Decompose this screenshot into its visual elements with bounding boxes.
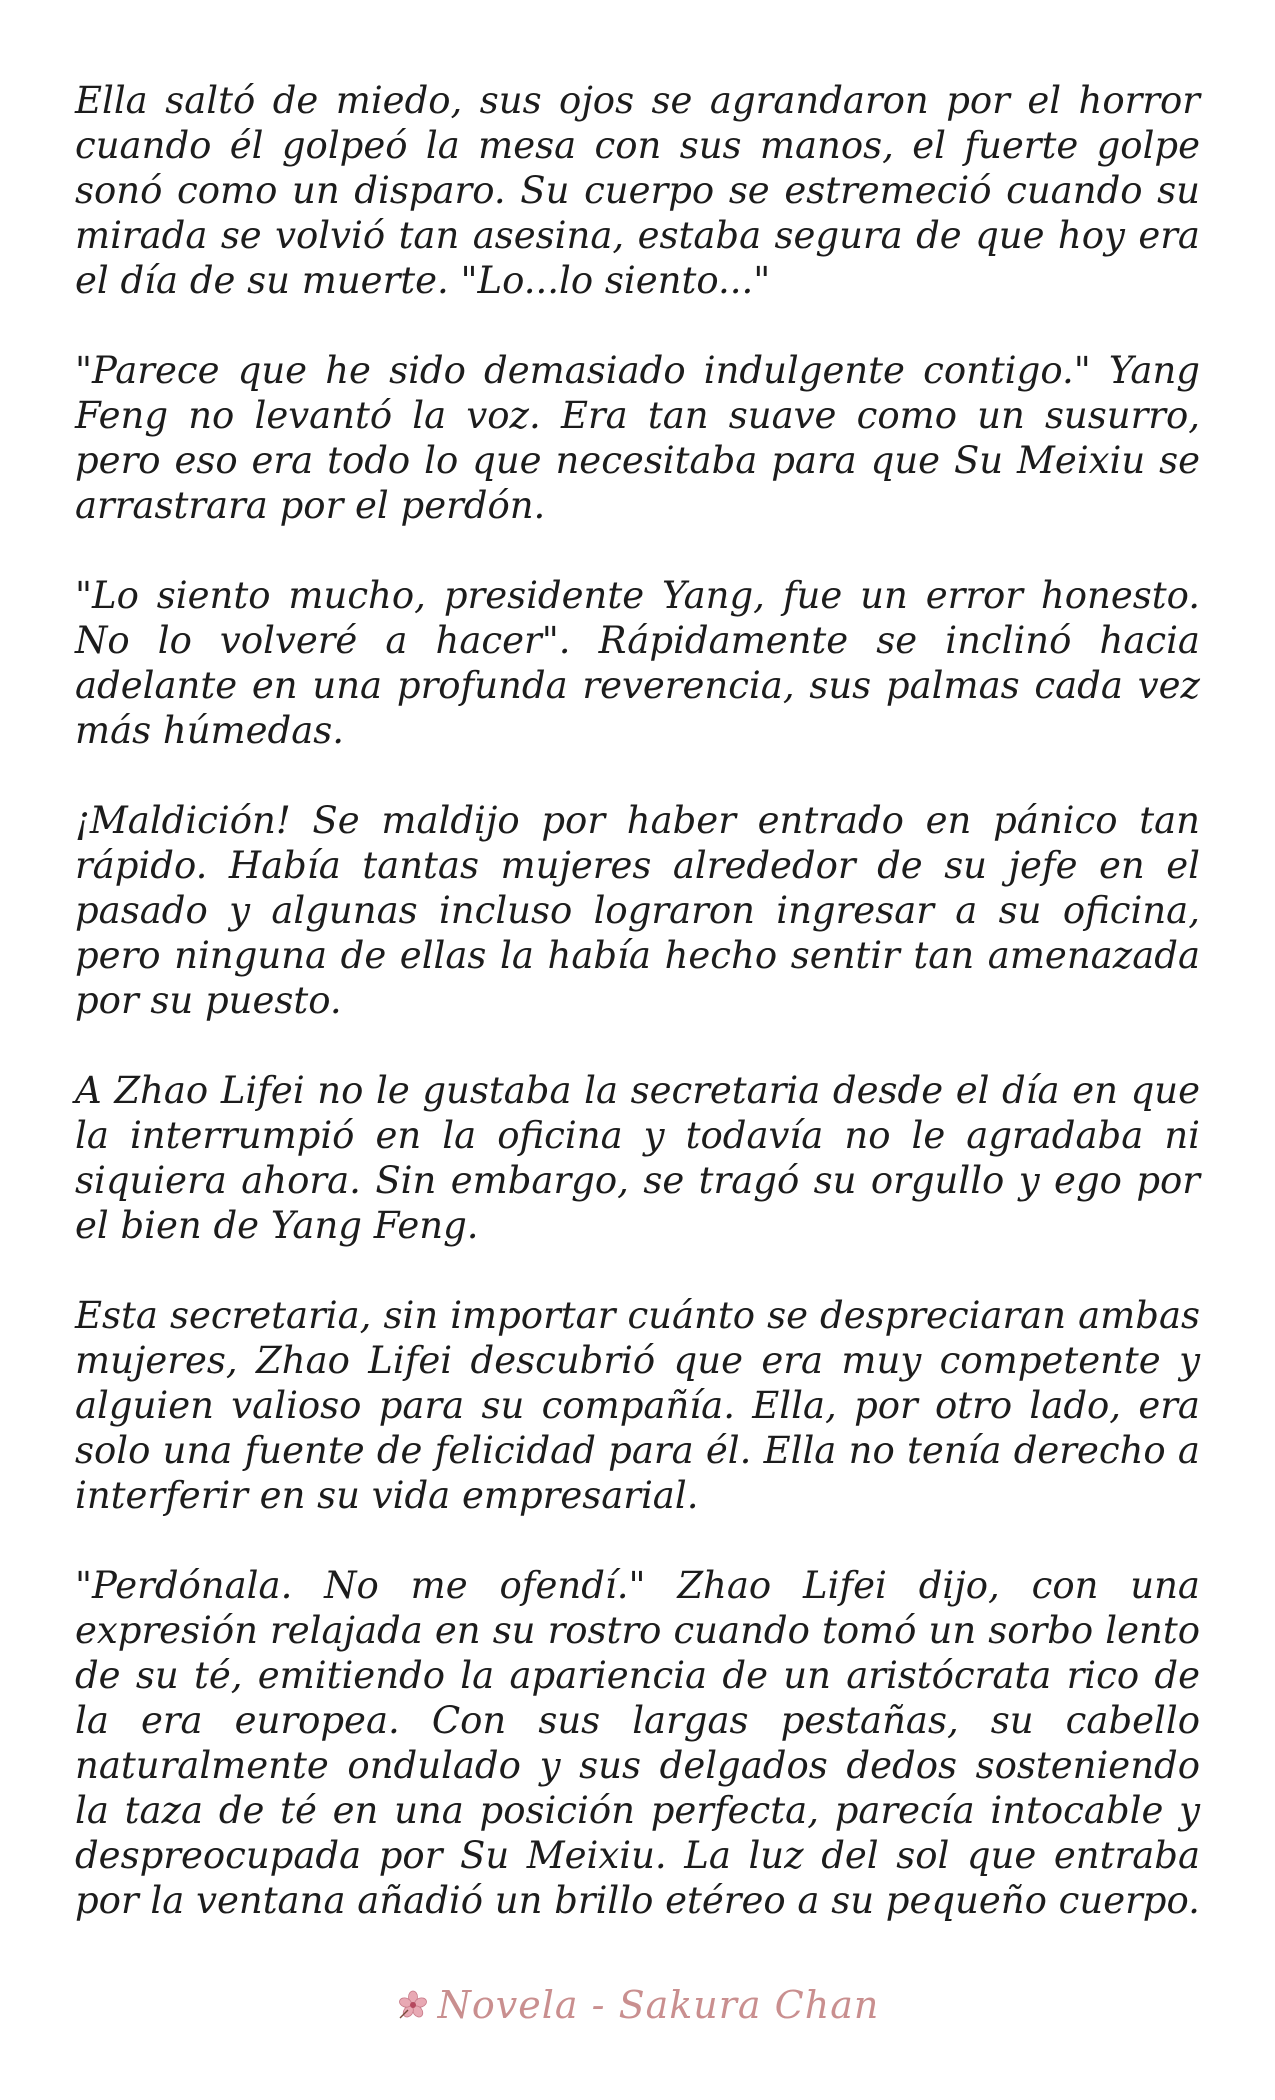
cherry-blossom-icon (396, 1988, 430, 2022)
paragraph-3: "Lo siento mucho, presidente Yang, fue un error honesto. No lo volveré a hacer". Rápidamente se inclinó hacia adelante en una profunda reverencia, sus palmas cada vez más húmedas. (75, 574, 1200, 752)
watermark (0, 1980, 1275, 2030)
paragraph-7: "Perdónala. No me ofendí." Zhao Lifei dijo, con una expresión relajada en su rostro cuando tomó un sorbo lento de su té, emitiendo la apariencia de un aristócrata rico de la era europea. Con sus largas pestañas, su cabello naturalmente ondulado y sus delgados dedos sosteniendo la taza de té en una posición perfecta, parecía intocable y despreocupada por Su Meixiu. La luz del sol que entraba por la ventana añadió un brillo etéreo a su pequeño cuerpo. (75, 1564, 1200, 1922)
chapter-text (75, 78, 1200, 1923)
paragraph-2: "Parece que he sido demasiado indulgente contigo." Yang Feng no levantó la voz. Era tan suave como un susurro, pero eso era todo lo que necesitaba para que Su Meixiu se arrastrara por el perdón. (75, 349, 1200, 527)
paragraph-5: A Zhao Lifei no le gustaba la secretaria desde el día en que la interrumpió en la oficina y todavía no le agradaba ni siquiera ahora. Sin embargo, se tragó su orgullo y ego por el bien de Yang Feng. (75, 1069, 1200, 1247)
paragraph-4: ¡Maldición! Se maldijo por haber entrado en pánico tan rápido. Había tantas mujeres alrededor de su jefe en el pasado y algunas incluso lograron ingresar a su oficina, pero ninguna de ellas la había hecho sentir tan amenazada por su puesto. (75, 799, 1200, 1022)
paragraph-6: Esta secretaria, sin importar cuánto se despreciaran ambas mujeres, Zhao Lifei descubrió que era muy competente y alguien valioso para su compañía. Ella, por otro lado, era solo una fuente de felicidad para él. Ella no tenía derecho a interferir en su vida empresarial. (75, 1294, 1200, 1517)
paragraph-1: Ella saltó de miedo, sus ojos se agrandaron por el horror cuando él golpeó la mesa con sus manos, el fuerte golpe sonó como un disparo. Su cuerpo se estremeció cuando su mirada se volvió tan asesina, estaba segura de que hoy era el día de su muerte. "Lo...lo siento..." (75, 79, 1200, 302)
watermark-text: Novela - Sakura Chan (437, 1983, 880, 2027)
